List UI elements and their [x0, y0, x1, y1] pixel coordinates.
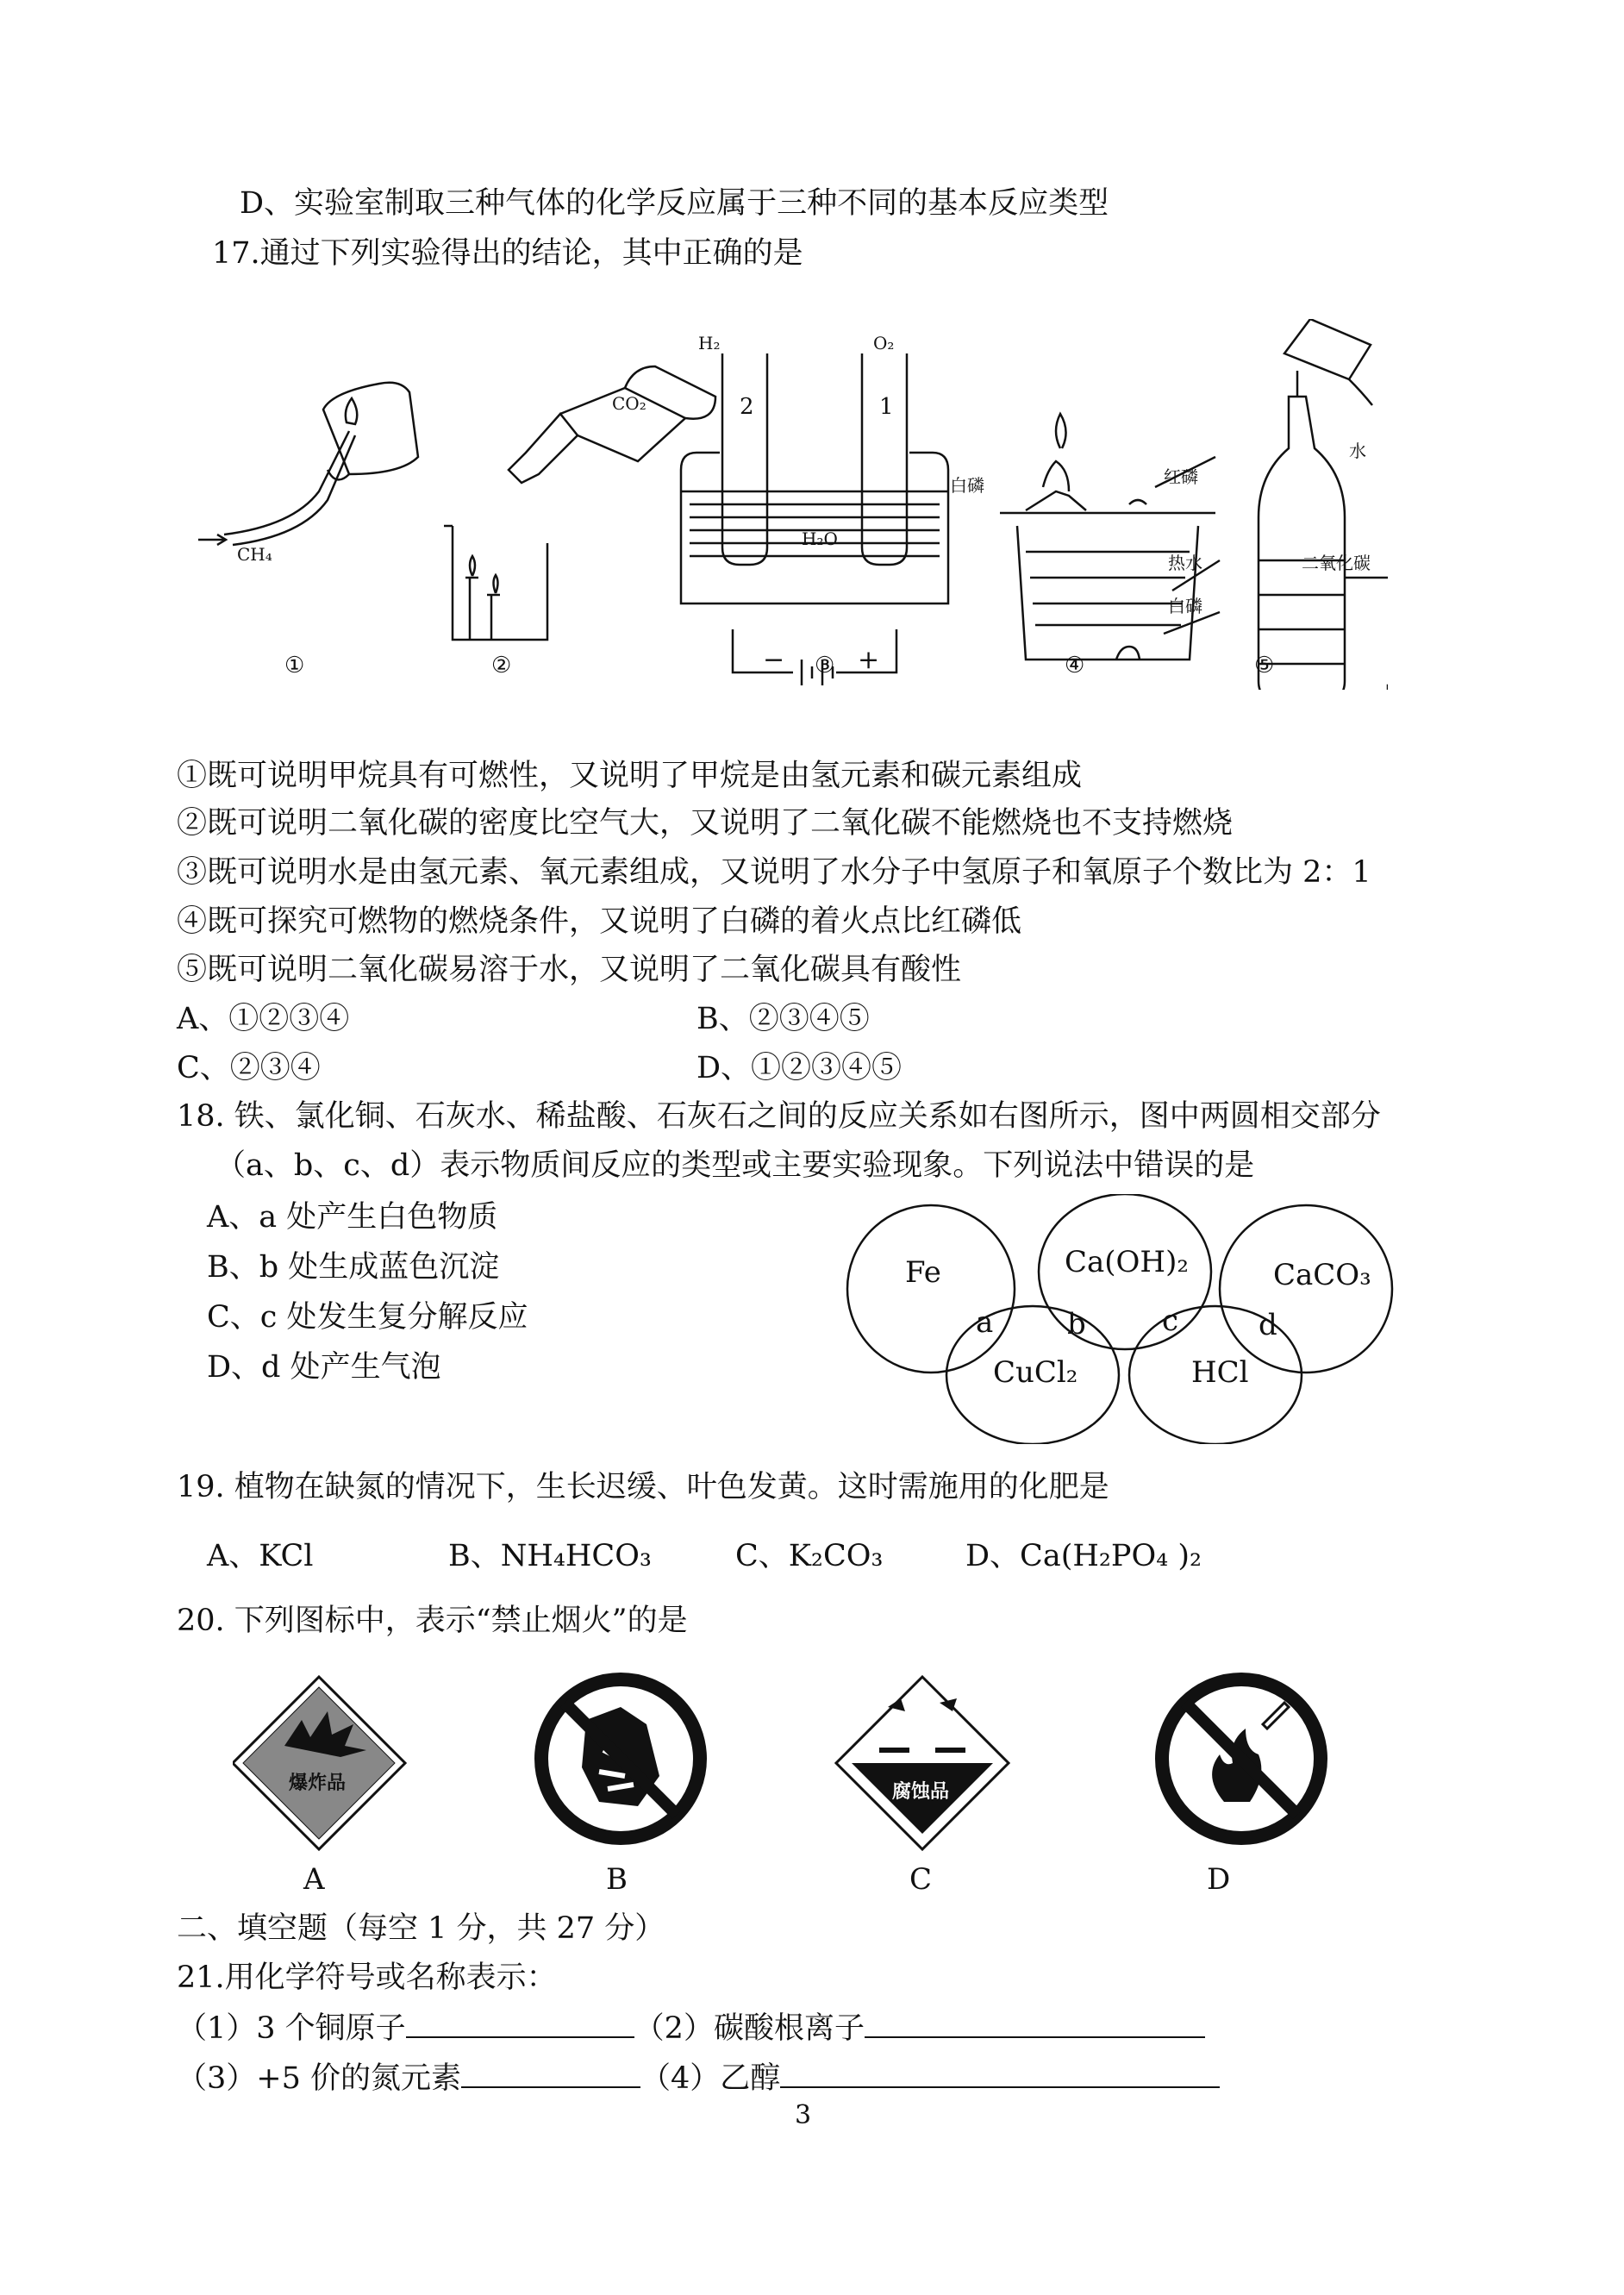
- q17-option-b: B、②③④⑤: [696, 1002, 870, 1036]
- caption-3: ③: [815, 653, 835, 678]
- q17-statement-3: ③既可说明水是由氢元素、氧元素组成，又说明了水分子中氢原子和氧原子个数比为 2：1: [177, 855, 1371, 890]
- q20-caption-b: B: [606, 1862, 628, 1897]
- q21-answer-blank-1[interactable]: [406, 2009, 634, 2038]
- caption-2: ②: [491, 653, 512, 678]
- q20-caption-d: D: [1207, 1862, 1231, 1897]
- experiment-2-co2-pouring: [444, 366, 715, 640]
- q17-option-c: C、②③④: [177, 1051, 321, 1085]
- label-co2: CO₂: [612, 393, 646, 414]
- sign-b-prohibition: [541, 1679, 700, 1838]
- q20-caption-c: C: [909, 1862, 933, 1897]
- q16-option-d: D、实验室制取三种气体的化学反应属于三种不同的基本反应类型: [240, 186, 1109, 221]
- section-2-title: 二、填空题（每空 1 分，共 27 分）: [177, 1911, 665, 1946]
- q19-option-d: D、Ca(H₂PO₄ )₂: [965, 1539, 1202, 1573]
- sign-c-corrosive: [836, 1677, 1009, 1849]
- q20-signs: [233, 1673, 1371, 1862]
- label-h2o: H₂O: [802, 528, 838, 549]
- q19-option-a: A、KCl: [207, 1539, 314, 1573]
- label-hcl: HCl: [1191, 1355, 1249, 1390]
- caption-1: ①: [284, 653, 305, 678]
- experiment-4-phosphorus-combustion: [1000, 414, 1220, 660]
- label-c: c: [1162, 1304, 1179, 1338]
- q21-item-4: （4）乙醇: [640, 2061, 781, 2096]
- label-caoh2: Ca(OH)₂: [1065, 1245, 1189, 1279]
- page-number: 3: [795, 2100, 812, 2130]
- q18-option-c: C、c 处发生复分解反应: [207, 1300, 528, 1335]
- q17-option-a: A、①②③④: [177, 1002, 350, 1036]
- label-red-p: 红磷: [1164, 466, 1198, 487]
- q17-option-d: D、①②③④⑤: [696, 1051, 903, 1085]
- label-fe: Fe: [905, 1255, 941, 1290]
- q19-option-b: B、NH₄HCO₃: [448, 1539, 652, 1573]
- q21-row-2: [177, 2059, 1220, 2098]
- label-cucl2: CuCl₂: [993, 1355, 1078, 1390]
- experiment-5-bottle-co2: [1259, 319, 1388, 690]
- label-minus: −: [763, 645, 785, 675]
- q21-row-1: [177, 2009, 1205, 2048]
- label-hot-water: 热水: [1168, 553, 1202, 573]
- q21-answer-blank-3[interactable]: [461, 2059, 640, 2088]
- q17-statement-2: ②既可说明二氧化碳的密度比空气大，又说明了二氧化碳不能燃烧也不支持燃烧: [177, 806, 1234, 841]
- q18-option-d: D、d 处产生气泡: [207, 1350, 441, 1385]
- sign-a-explosive: [233, 1677, 405, 1849]
- label-water: 水: [1349, 441, 1366, 461]
- q21-stem: 21.用化学符号或名称表示：: [177, 1960, 557, 1995]
- label-o2: O₂: [873, 333, 895, 353]
- q19-stem: 19. 植物在缺氮的情况下，生长迟缓、叶色发黄。这时需施用的化肥是: [177, 1470, 1109, 1504]
- q21-item-1: （1）3 个铜原子: [177, 2011, 406, 2046]
- q21-answer-blank-4[interactable]: [780, 2059, 1220, 2088]
- q17-experiment-figure: [198, 319, 1388, 690]
- q18-option-b: B、b 处生成蓝色沉淀: [207, 1250, 500, 1285]
- q17-statement-5: ⑤既可说明二氧化碳易溶于水，又说明了二氧化碳具有酸性: [177, 953, 962, 987]
- label-white-p-top: 白磷: [950, 475, 984, 496]
- sign-a-text: 爆炸品: [289, 1772, 347, 1794]
- q21-item-3: （3）+5 价的氮元素: [177, 2061, 461, 2096]
- q20-stem: 20. 下列图标中，表示“禁止烟火”的是: [177, 1604, 688, 1638]
- label-h2: H₂: [698, 333, 721, 353]
- q21-item-2: （2）碳酸根离子: [634, 2011, 865, 2046]
- label-b: b: [1067, 1307, 1086, 1341]
- label-d: d: [1259, 1308, 1277, 1342]
- q18-stem-1: 18. 铁、氯化铜、石灰水、稀盐酸、石灰石之间的反应关系如右图所示，图中两圆相交部分: [177, 1099, 1381, 1134]
- label-plus: +: [858, 645, 880, 675]
- label-white-p-bottom: 白磷: [1168, 596, 1202, 616]
- q19-option-c: C、K₂CO₃: [735, 1539, 884, 1573]
- q20-caption-a: A: [303, 1862, 325, 1897]
- q21-answer-blank-2[interactable]: [865, 2009, 1205, 2038]
- sign-c-text: 腐蚀品: [892, 1780, 950, 1803]
- q17-statement-4: ④既可探究可燃物的燃烧条件，又说明了白磷的着火点比红磷低: [177, 904, 1022, 939]
- q18-option-a: A、a 处产生白色物质: [207, 1200, 498, 1235]
- label-caco3: CaCO₃: [1273, 1258, 1371, 1292]
- label-2: 2: [740, 394, 754, 420]
- q18-stem-2: （a、b、c、d）表示物质间反应的类型或主要实验现象。下列说法中错误的是: [215, 1148, 1255, 1183]
- experiment-1-methane-burning: [198, 383, 418, 545]
- q17-statement-1: ①既可说明甲烷具有可燃性，又说明了甲烷是由氢元素和碳元素组成: [177, 759, 1083, 793]
- caption-4: ④: [1065, 653, 1085, 678]
- experiment-3-water-electrolysis: [681, 353, 948, 685]
- q17-stem: 17.通过下列实验得出的结论，其中正确的是: [212, 236, 803, 271]
- label-ch4: CH₄: [237, 544, 272, 565]
- label-a: a: [976, 1305, 994, 1340]
- label-co2-cn: 二氧化碳: [1302, 553, 1371, 573]
- sign-d-no-fire: [1162, 1679, 1321, 1838]
- label-1: 1: [879, 394, 894, 420]
- q18-reaction-diagram: [845, 1194, 1414, 1444]
- caption-5: ⑤: [1254, 653, 1275, 678]
